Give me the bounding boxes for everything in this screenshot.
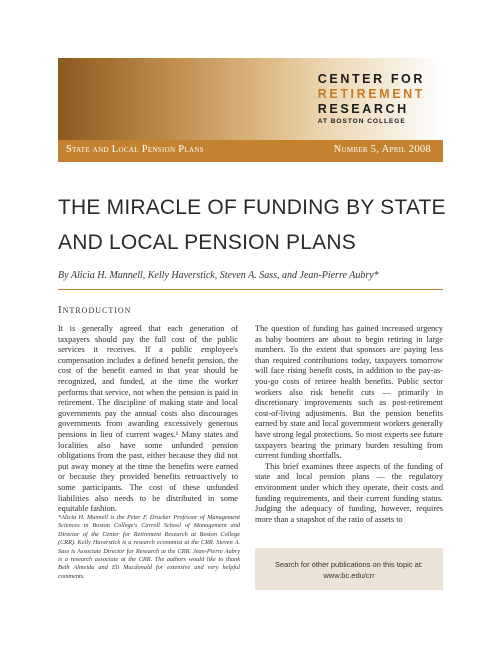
search-publications-box	[255, 548, 443, 590]
logo-line-retirement: RETIREMENT	[317, 87, 425, 101]
search-prompt: Search for other publications on this topic at:	[274, 560, 423, 569]
logo-line-center-for: CENTER FOR	[317, 72, 425, 86]
crr-logo	[318, 72, 425, 127]
section-divider	[58, 289, 443, 290]
paragraph: This brief examines three aspects of the funding of state and local pension plans — the regulatory environment under which they operate, their costs and funding requirements, and their current funding status. Judging the adequacy of funding, however, requires more than a snapshot of the ratio of assets to	[255, 461, 443, 524]
paragraph: The question of funding has gained increased urgency as baby boomers are about to begin retiring in large numbers. To the extent that sponsors are paying less than required contributions today, taxpayers tomorrow will face rising benefit costs, in addition to the pay-as-you-go costs of retiree health benefits. Public sector workers also risk benefit cuts — primarily in discretionary improvements such as post-retirement cost-of-living adjustments. But the pension benefits earned by state and local government workers generally have strong legal protections. So most experts see future taxpayers bearing the primary burden resulting from current funding shortfalls.	[255, 324, 443, 461]
author-footnote: *Alicia H. Munnell is the Peter F. Drucker Professor of Management Sciences in Boston College's Carroll School of Management and Director of the Center for Retirement Research at Boston College (CRR). Kelly Haverstick is a research economist at the CRR. Steven A. Sass is Associate Director for Research at the CRR. Jean-Pierre Aubry is a research associate at the CRR. The authors would like to thank Beth Almeida and Eli Macdonald for extensive and very helpful comments.	[58, 514, 240, 580]
section-heading: Introduction	[58, 304, 132, 316]
website-link[interactable]: www.bc.edu/crr	[323, 571, 375, 580]
right-column	[255, 324, 443, 525]
authors-line: By Alicia H. Munnell, Kelly Haverstick, Steven A. Sass, and Jean-Pierre Aubry*	[58, 270, 379, 281]
logo-line-boston-college: AT BOSTON COLLEGE	[317, 118, 406, 125]
paragraph: It is generally agreed that each generation of taxpayers should pay the full cost of the public services it receives. If a public employee's compensation includes a defined benefit pension, the cost of the benefit earned in that year should be recognized, and funded, at the time the worker performs that service, not when the pension is paid in retirement. The discipline of making state and local governments pay the annual costs also discourages governments from awarding excessively generous pensions in lieu of current wages.¹ Many states and localities also have some unfunded pension obligations from the past, either because they did not put away money at the time the benefits were earned or because they provided benefits retroactively to some participants. The cost of these unfunded liabilities also needs to be distributed in some equitable fashion.	[58, 324, 238, 514]
series-name: State and Local Pension Plans	[66, 144, 204, 155]
series-bar	[58, 140, 443, 162]
brief-title: THE MIRACLE OF FUNDING BY STATE AND LOCAL PENSION PLANS	[58, 196, 446, 254]
logo-line-research: RESEARCH	[317, 102, 409, 116]
issue-number-date: Number 5, April 2008	[333, 144, 431, 155]
left-column	[58, 324, 238, 515]
